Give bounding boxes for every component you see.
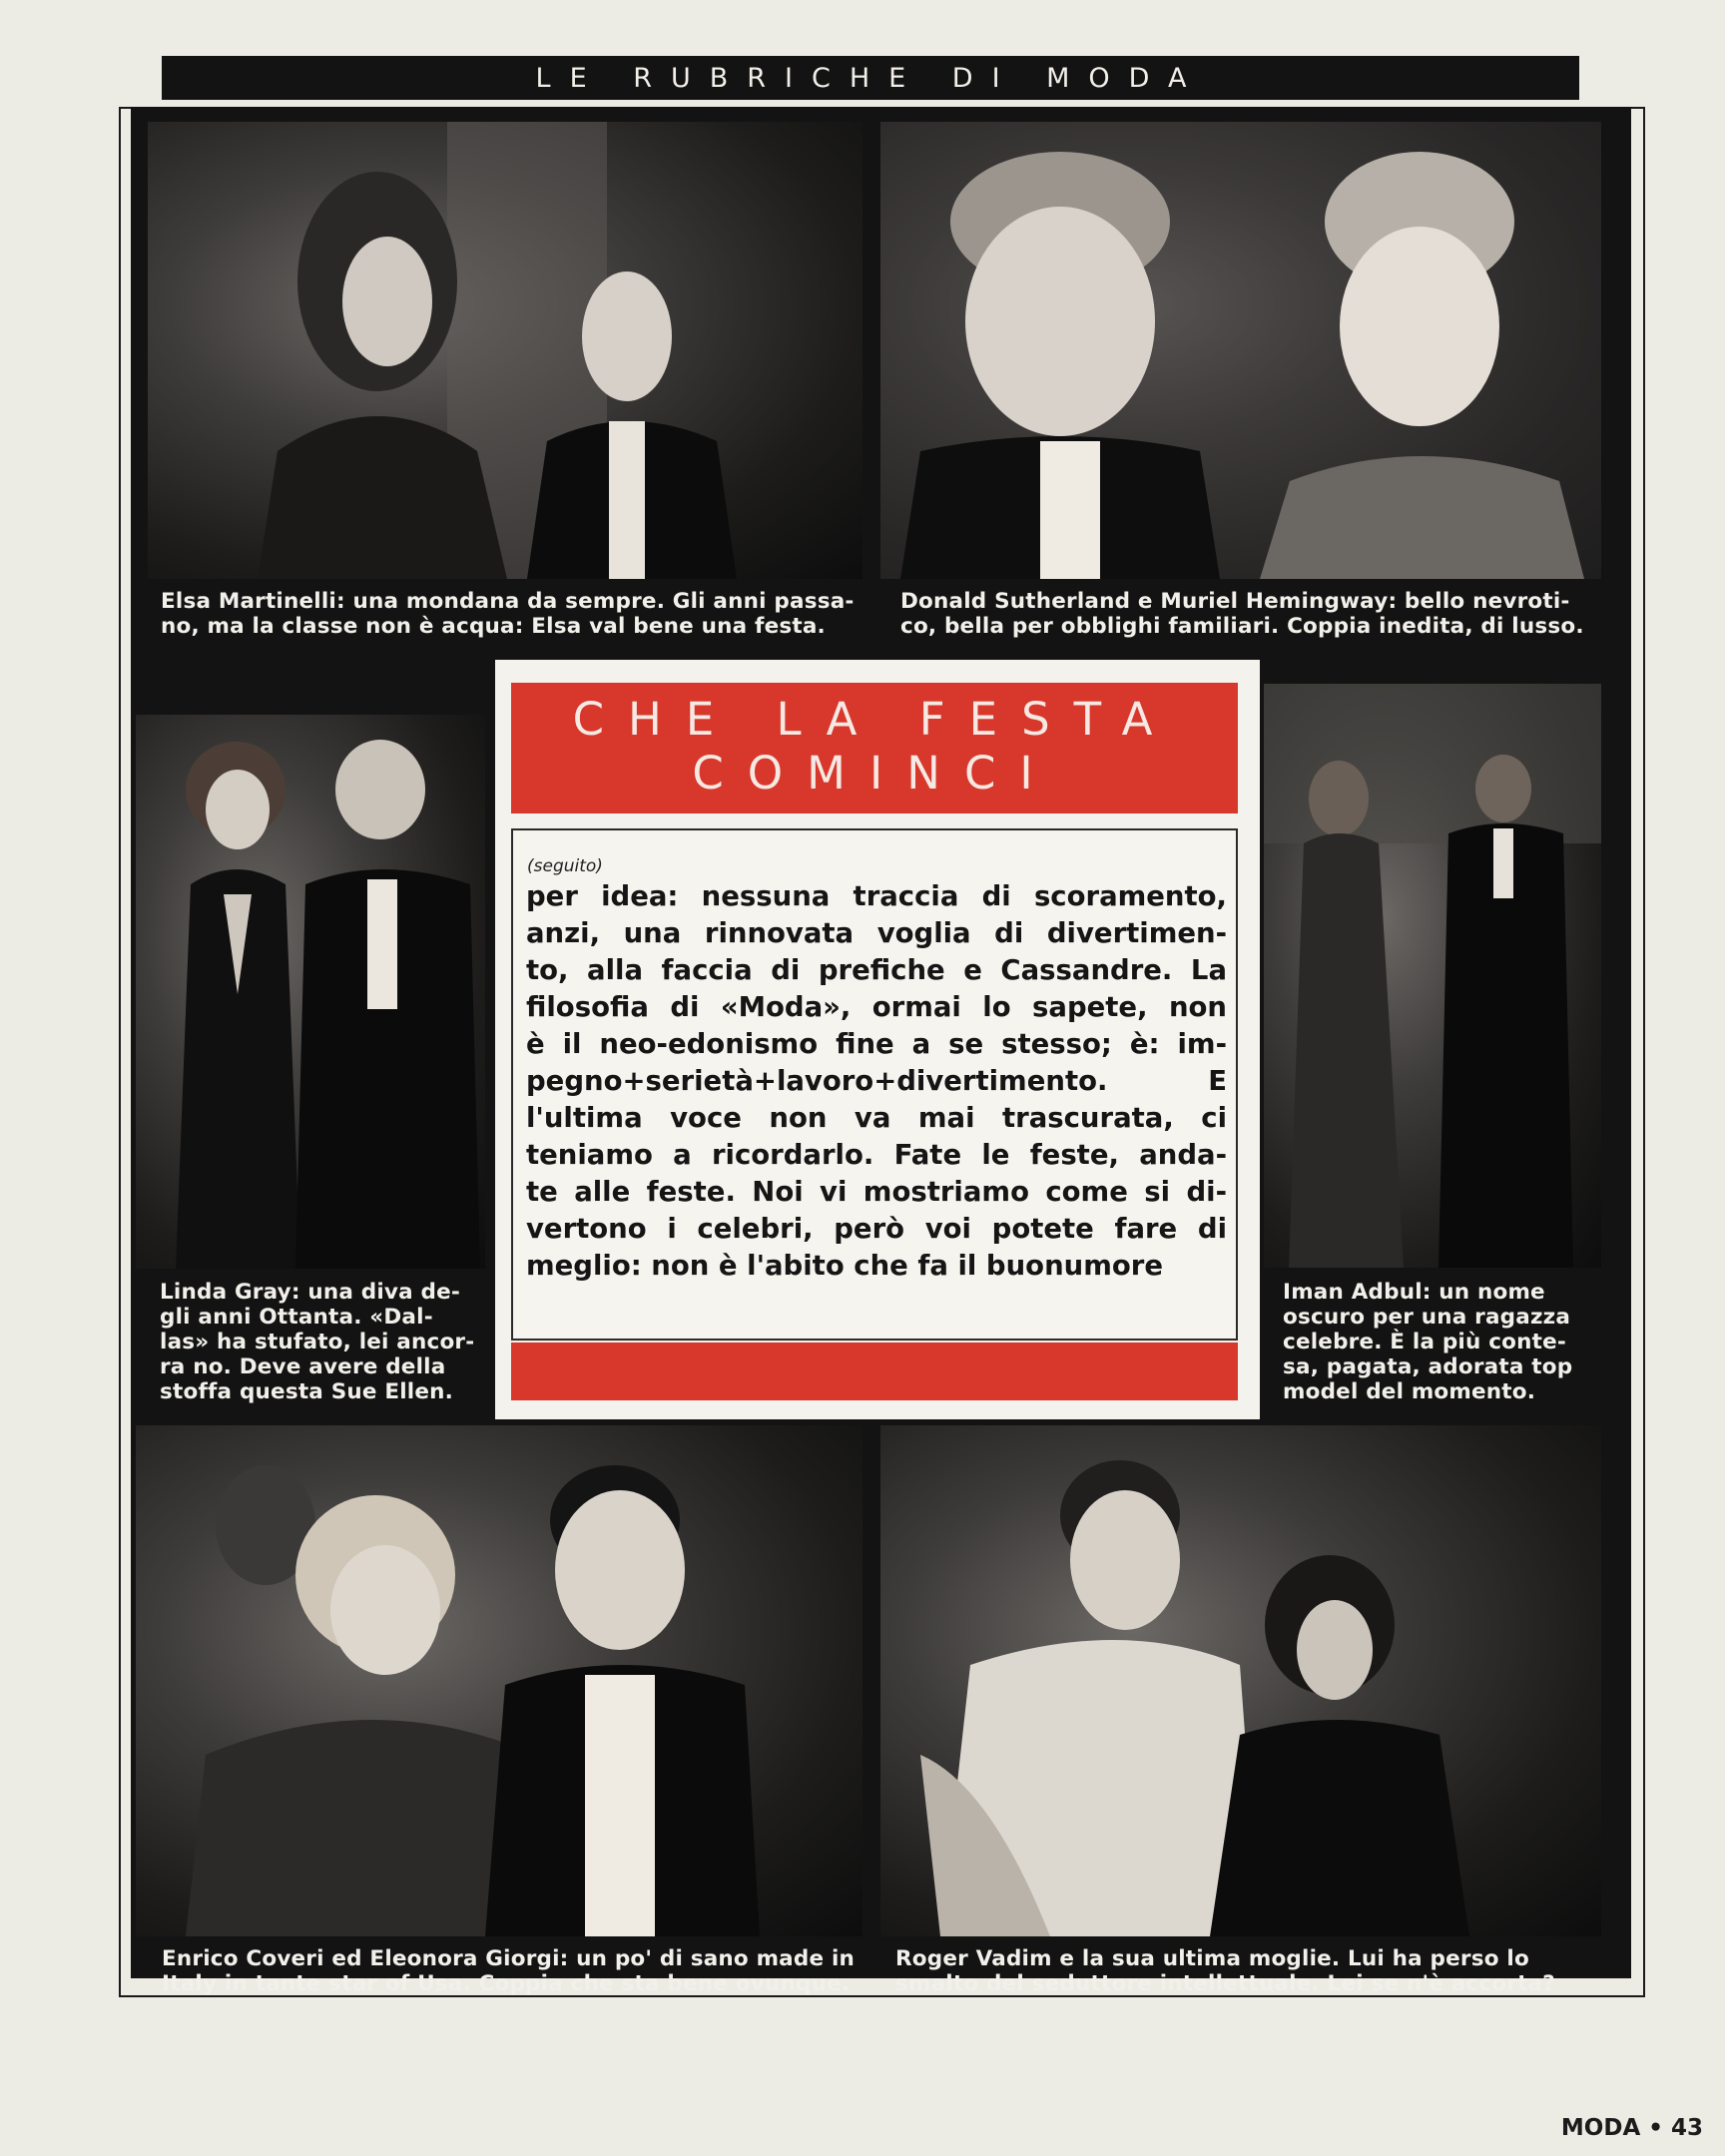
page-number: 43 <box>1670 2115 1703 2141</box>
photo-elsa-martinelli <box>148 122 862 579</box>
photo-roger-vadim <box>880 1425 1601 1936</box>
photo-sutherland-hemingway <box>880 122 1601 579</box>
photo-iman <box>1264 684 1601 1268</box>
caption-iman: Iman Adbul: un nome oscuro per una ragazza celebre. È la più conte- sa, pagata, adorata top model del momento. <box>1283 1280 1573 1404</box>
caption-coveri-giorgi: Enrico Coveri ed Eleonora Giorgi: un po' di sano made in Italy in tante star of Usa. Coppia che sta bene ovunque. <box>162 1946 856 1996</box>
section-header-bar <box>162 56 1579 100</box>
article-title: CHE LA FESTA COMINCI <box>572 693 1177 800</box>
caption-linda-gray: Linda Gray: una diva de- gli anni Ottanta. «Dal- las» ha stufato, lei ancor- ra no. Deve avere della stoffa questa Sue Ellen. <box>160 1280 475 1404</box>
article-body: per idea: nessuna traccia di scoramento, anzi, una rinnovata voglia di divertimen- to, alla faccia di prefiche e Cassandre. La filosofia di «Moda», ormai lo sapete, non è il neo-edonismo fine a se stesso; è: im- pegno+serietà+lavoro+divertimento. E l'ultima voce non va mai trascurata, ci teniamo a ricordarlo. Fate le feste, anda- te alle feste. Noi vi mostriamo come si di- vertono i celebri, però voi potete fare di meglio: non è l'abito che fa il buonumore <box>526 880 1227 1282</box>
footer-separator: • <box>1648 2115 1663 2141</box>
photo-linda-gray <box>136 715 485 1269</box>
caption-roger-vadim: Roger Vadim e la sua ultima moglie. Lui ha perso lo smalto del seduttore intellettuale. Lei se n'è accorta? <box>895 1946 1555 1996</box>
bottom-red-band <box>511 1343 1238 1400</box>
caption-sutherland-hemingway: Donald Sutherland e Muriel Hemingway: bello nevroti- co, bella per obblighi familiari. Coppia inedita, di lusso. <box>900 589 1584 639</box>
section-title: LE RUBRICHE DI MODA <box>535 62 1206 94</box>
continued-label: (seguito) <box>527 856 603 876</box>
magazine-name: MODA <box>1560 2115 1641 2141</box>
caption-elsa-martinelli: Elsa Martinelli: una mondana da sempre. Gli anni passa- no, ma la classe non è acqua: Elsa val bene una festa. <box>161 589 855 639</box>
photo-coveri-giorgi <box>136 1425 862 1936</box>
page-footer <box>1561 2115 1703 2141</box>
